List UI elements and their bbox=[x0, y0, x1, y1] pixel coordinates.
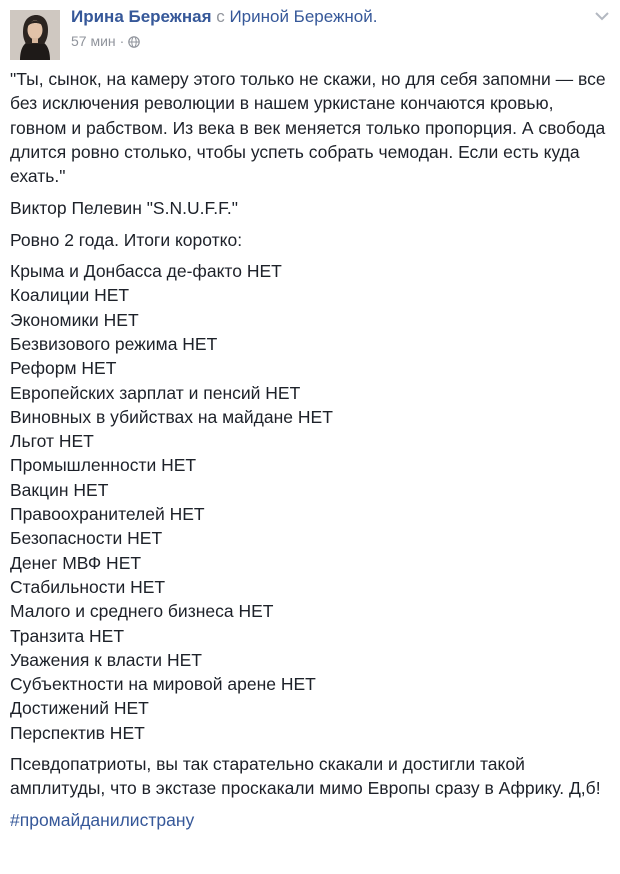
list-item: Уважения к власти НЕТ bbox=[10, 649, 202, 670]
list-item: Экономики НЕТ bbox=[10, 309, 139, 330]
quote-attribution: Виктор Пелевин "S.N.U.F.F." bbox=[10, 198, 238, 219]
list-item: Правоохранителей НЕТ bbox=[10, 504, 205, 525]
author-name[interactable]: Ирина Бережная bbox=[71, 7, 212, 26]
meta-separator: · bbox=[119, 33, 125, 49]
list-item: Малого и среднего бизнеса НЕТ bbox=[10, 601, 274, 622]
list-item: Коалиции НЕТ bbox=[10, 285, 130, 306]
list-item: Стабильности НЕТ bbox=[10, 576, 166, 597]
profile-photo bbox=[10, 10, 60, 60]
list-item: Перспектив НЕТ bbox=[10, 722, 145, 743]
list-item: Безвизового режима НЕТ bbox=[10, 333, 218, 354]
list-item: Крыма и Донбасса де-факто НЕТ bbox=[10, 261, 282, 282]
globe-icon[interactable] bbox=[128, 35, 140, 51]
closing-paragraph: Псевдопатриоты, вы так старательно скакали и достигли такой амплитуды, что в экстазе проскакали мимо Европы сразу в Африку. Д,б! bbox=[10, 754, 601, 799]
list-item: Вакцин НЕТ bbox=[10, 479, 109, 500]
with-word: с bbox=[216, 7, 225, 26]
list-item: Безопасности НЕТ bbox=[10, 528, 163, 549]
author-avatar[interactable] bbox=[10, 10, 60, 60]
list-item: Европейских зарплат и пенсий НЕТ bbox=[10, 382, 301, 403]
list-item: Достижений НЕТ bbox=[10, 698, 149, 719]
list-item: Реформ НЕТ bbox=[10, 358, 117, 379]
post-header bbox=[71, 7, 377, 27]
post-body bbox=[10, 67, 610, 832]
list-item: Субъектности на мировой арене НЕТ bbox=[10, 674, 316, 695]
hashtag-link[interactable]: #промайданилистрану bbox=[10, 809, 195, 830]
tagged-user[interactable]: Ириной Бережной. bbox=[229, 7, 378, 26]
post-meta bbox=[71, 33, 140, 51]
list-item: Льгот НЕТ bbox=[10, 431, 94, 452]
list-item: Виновных в убийствах на майдане НЕТ bbox=[10, 406, 333, 427]
intro-line: Ровно 2 года. Итоги коротко: bbox=[10, 229, 243, 250]
quote-paragraph: "Ты, сынок, на камеру этого только не скажи, но для себя запомни — все без исключения революции в нашем уркистане кончаются кровью, говном и рабством. Из века в век меняется только пропорция. А свобода длится ровно столько, чтобы успеть собрать чемодан. Если есть куда ехать." bbox=[10, 69, 606, 187]
chevron-down-icon[interactable] bbox=[594, 9, 610, 21]
list-item: Транзита НЕТ bbox=[10, 625, 125, 646]
list-item: Промышленности НЕТ bbox=[10, 455, 197, 476]
post-timestamp[interactable]: 57 мин bbox=[71, 33, 116, 49]
results-list bbox=[10, 259, 610, 745]
list-item: Денег МВФ НЕТ bbox=[10, 552, 142, 573]
